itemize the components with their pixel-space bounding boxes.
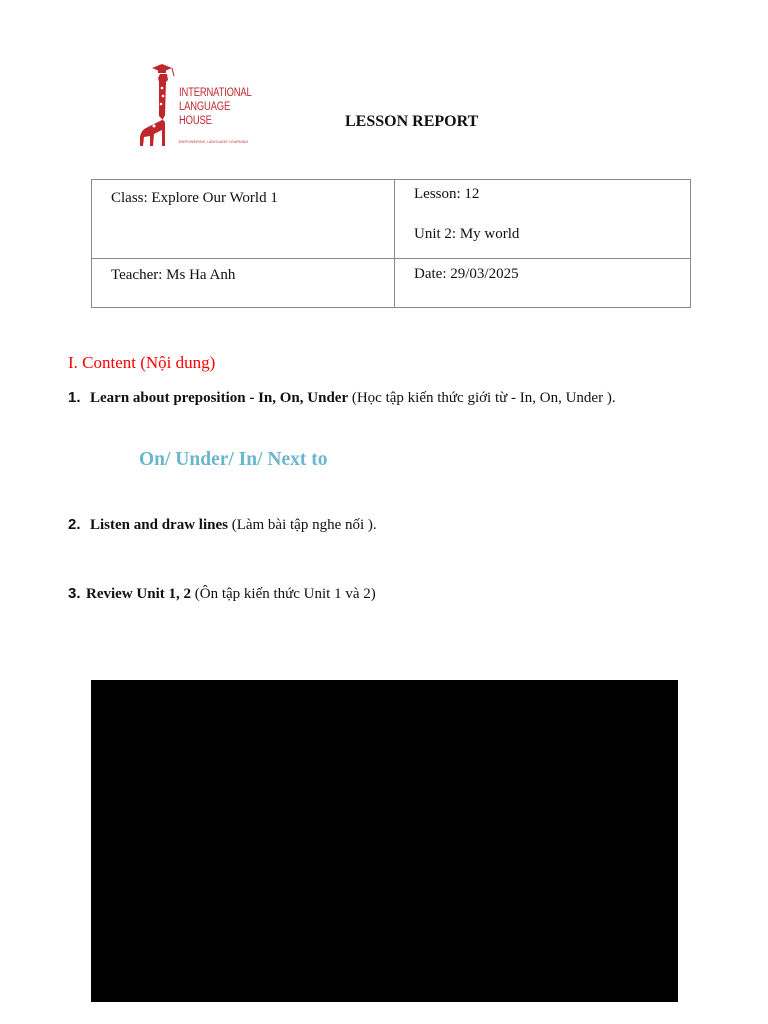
list-item [68, 389, 616, 407]
lesson-cell [395, 180, 691, 259]
item-description: (Làm bài tập nghe nối ). [227, 517, 377, 533]
logo-line-2: LANGUAGE [179, 101, 231, 113]
item-number: 3. [68, 585, 81, 602]
item-number: 1. [68, 389, 81, 406]
class-label: Class: Explore Our World 1 [111, 190, 278, 206]
lesson-label: Lesson: 12 [414, 186, 480, 202]
giraffe-logo-icon [134, 60, 180, 150]
list-item [68, 585, 376, 603]
logo-tagline: EMPOWERING LANGUAGE LEARNING [179, 140, 249, 144]
class-cell [92, 180, 395, 259]
logo-wordmark [179, 86, 252, 128]
item-title: Listen and draw lines [90, 517, 228, 533]
school-logo [134, 60, 254, 152]
teacher-cell [92, 259, 395, 308]
media-image-placeholder [91, 680, 678, 1002]
unit-label: Unit 2: My world [414, 226, 520, 242]
lesson-info-table [91, 179, 691, 308]
item-title: Learn about preposition - In, On, Under [90, 390, 349, 406]
prepositions-highlight: On/ Under/ In/ Next to [139, 449, 328, 470]
logo-line-1: INTERNATIONAL [179, 87, 252, 99]
item-number: 2. [68, 516, 81, 533]
item-description: (Học tập kiến thức giới từ - In, On, Under ). [348, 390, 616, 406]
date-label: Date: 29/03/2025 [414, 266, 519, 282]
table-row [92, 259, 691, 308]
item-title: Review Unit 1, 2 [86, 586, 191, 602]
date-cell [395, 259, 691, 308]
list-item [68, 516, 377, 534]
teacher-label: Teacher: Ms Ha Anh [111, 267, 236, 283]
table-row [92, 180, 691, 259]
content-heading: I. Content (Nội dung) [68, 353, 216, 372]
logo-line-3: HOUSE [179, 115, 212, 127]
item-description: (Ôn tập kiến thức Unit 1 và 2) [191, 586, 376, 602]
report-title: LESSON REPORT [345, 113, 479, 130]
